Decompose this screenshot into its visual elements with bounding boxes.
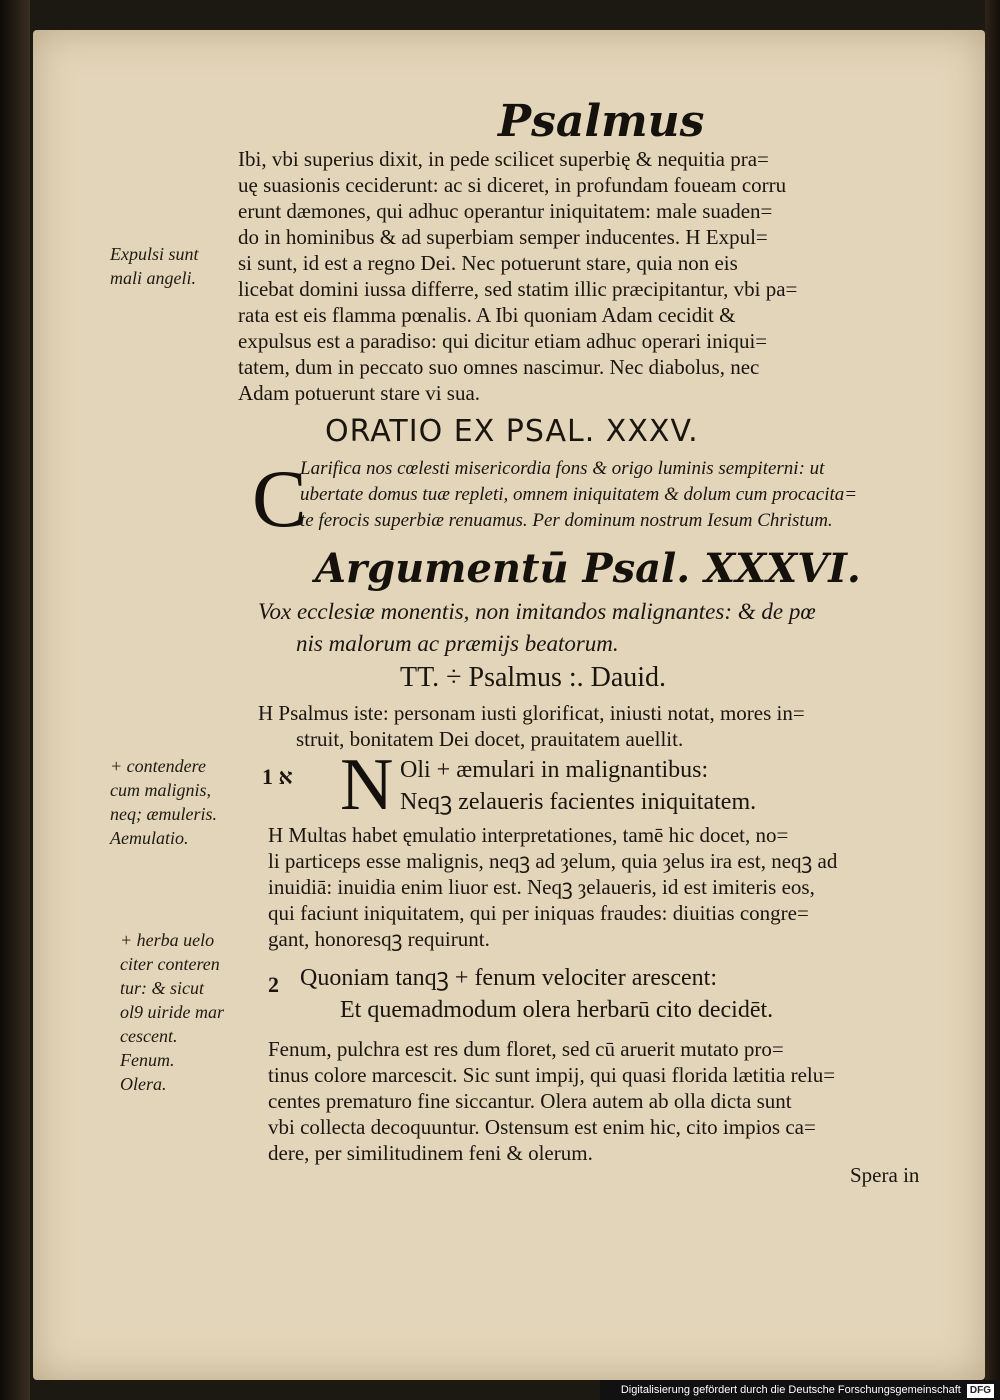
margin-note-line: + contendere bbox=[110, 756, 206, 776]
margin-note-line: Fenum. bbox=[120, 1050, 175, 1070]
verse-line: Neqꝫ zelaueris facientes iniquitatem. bbox=[400, 789, 757, 815]
argument-paragraph bbox=[258, 596, 816, 660]
text-line: do in hominibus & ad superbiam semper inducentes. H Expul= bbox=[238, 225, 768, 249]
text-line: licebat domini iussa differre, sed statim illic præcipitantur, vbi pa= bbox=[238, 277, 798, 301]
oratio-drop-cap: C bbox=[252, 453, 307, 544]
commentary-1 bbox=[268, 822, 837, 952]
text-line: tatem, dum in peccato suo omnes nascimur. Nec diabolus, nec bbox=[238, 355, 760, 379]
running-head: Psalmus bbox=[498, 96, 705, 147]
text-line: inuidiā: inuidia enim liuor est. Neqꝫ ȝelaueris, id est imiteris eos, bbox=[268, 875, 815, 899]
oratio-heading: ORATIO EX PSAL. XXXV. bbox=[325, 414, 699, 449]
text-line: H Multas habet ęmulatio interpretationes, tamē hic docet, no= bbox=[268, 823, 789, 847]
text-line: Fenum, pulchra est res dum floret, sed cū aruerit mutato pro= bbox=[268, 1037, 784, 1061]
verse-drop-cap: N bbox=[340, 744, 394, 826]
verse-line: Quoniam tanqꝫ + fenum velociter arescent: bbox=[300, 965, 717, 991]
margin-note-line: mali angeli. bbox=[110, 268, 196, 288]
text-line: qui faciunt iniquitatem, qui per iniquas fraudes: diuitias congre= bbox=[268, 901, 809, 925]
text-line: si sunt, id est a regno Dei. Nec potuerunt stare, quia non eis bbox=[238, 251, 738, 275]
footer-text: Digitalisierung gefördert durch die Deutsche Forschungsgemeinschaft bbox=[620, 1384, 961, 1396]
verse-2 bbox=[300, 962, 773, 1026]
margin-note-line: ol9 uiride mar bbox=[120, 1002, 225, 1022]
margin-note-line: Expulsi sunt bbox=[110, 244, 199, 264]
text-line: rata est eis flamma pœnalis. A Ibi quoniam Adam cecidit & bbox=[238, 303, 736, 327]
verse-number: 1 א bbox=[262, 764, 293, 789]
text-line: centes prematuro fine siccantur. Olera autem ab olla dicta sunt bbox=[268, 1089, 792, 1113]
margin-note-line: citer conteren bbox=[120, 954, 220, 974]
text-line: struit, bonitatem Dei docet, prauitatem auellit. bbox=[296, 727, 684, 751]
margin-note-line: cescent. bbox=[120, 1026, 178, 1046]
verse-line: Et quemadmodum olera herbarū cito decidēt. bbox=[340, 997, 774, 1023]
dfg-logo: DFG bbox=[967, 1384, 994, 1398]
text-line: li particeps esse malignis, neqꝫ ad ȝelum, quia ȝelus ira est, neqꝫ ad bbox=[268, 849, 838, 873]
text-line: tinus colore marcescit. Sic sunt impij, qui quasi florida lætitia relu= bbox=[268, 1063, 836, 1087]
text-line: Vox ecclesiæ monentis, non imitandos malignantes: & de pœ bbox=[258, 599, 816, 624]
margin-note-line: + herba uelo bbox=[120, 930, 215, 950]
text-line: dere, per similitudinem feni & olerum. bbox=[268, 1141, 593, 1165]
margin-note-line: tur: & sicut bbox=[120, 978, 204, 998]
margin-note-herba bbox=[120, 928, 224, 1096]
text-line: Larifica nos cœlesti misericordia fons & origo luminis sempiterni: ut bbox=[300, 458, 825, 479]
margin-note-expulsi bbox=[110, 242, 199, 290]
commentary-2 bbox=[268, 1036, 835, 1166]
verse-1 bbox=[400, 754, 756, 818]
text-line: erunt dæmones, qui adhuc operantur iniquitatem: male suaden= bbox=[238, 199, 773, 223]
margin-note-line: Aemulatio. bbox=[110, 828, 189, 848]
text-line: ubertate domus tuæ repleti, omnem iniquitatem & dolum cum procacita= bbox=[300, 484, 858, 505]
digitization-footer bbox=[600, 1380, 1000, 1400]
text-line: gant, honoresqꝫ requirunt. bbox=[268, 927, 490, 951]
intro-paragraph bbox=[238, 146, 797, 406]
text-line: uę suasionis ceciderunt: ac si diceret, in profundam foueam corru bbox=[238, 173, 787, 197]
margin-note-line: Olera. bbox=[120, 1074, 167, 1094]
verse-line: Oli + æmulari in malignantibus: bbox=[400, 757, 709, 783]
margin-note-contendere bbox=[110, 754, 217, 850]
text-line: vbi collecta decoquuntur. Ostensum est enim hic, cito impios ca= bbox=[268, 1115, 816, 1139]
catchword: Spera in bbox=[850, 1163, 920, 1187]
margin-note-line: neq; æmuleris. bbox=[110, 804, 217, 824]
text-line: expulsus est a paradiso: qui dicitur etiam adhuc operari iniqui= bbox=[238, 329, 768, 353]
psalm-title: TT. ÷ Psalmus :. Dauid. bbox=[400, 662, 667, 693]
text-line: H Psalmus iste: personam iusti glorificat, iniusti notat, mores in= bbox=[258, 701, 805, 725]
text-line: Adam potuerunt stare vi sua. bbox=[238, 381, 481, 405]
margin-note-line: cum malignis, bbox=[110, 780, 211, 800]
text-line: nis malorum ac præmijs beatorum. bbox=[296, 631, 619, 656]
oratio-paragraph bbox=[300, 456, 857, 534]
argument-heading: Argumentū Psal. XXXVI. bbox=[315, 545, 861, 592]
verse-number: 2 bbox=[268, 972, 279, 997]
page-edge-shadow bbox=[985, 0, 1000, 1400]
text-line: te ferocis superbiæ renuamus. Per dominum nostrum Iesum Christum. bbox=[300, 510, 833, 531]
book-spine-shadow bbox=[0, 0, 30, 1400]
text-line: Ibi, vbi superius dixit, in pede scilicet superbię & nequitia pra= bbox=[238, 147, 769, 171]
